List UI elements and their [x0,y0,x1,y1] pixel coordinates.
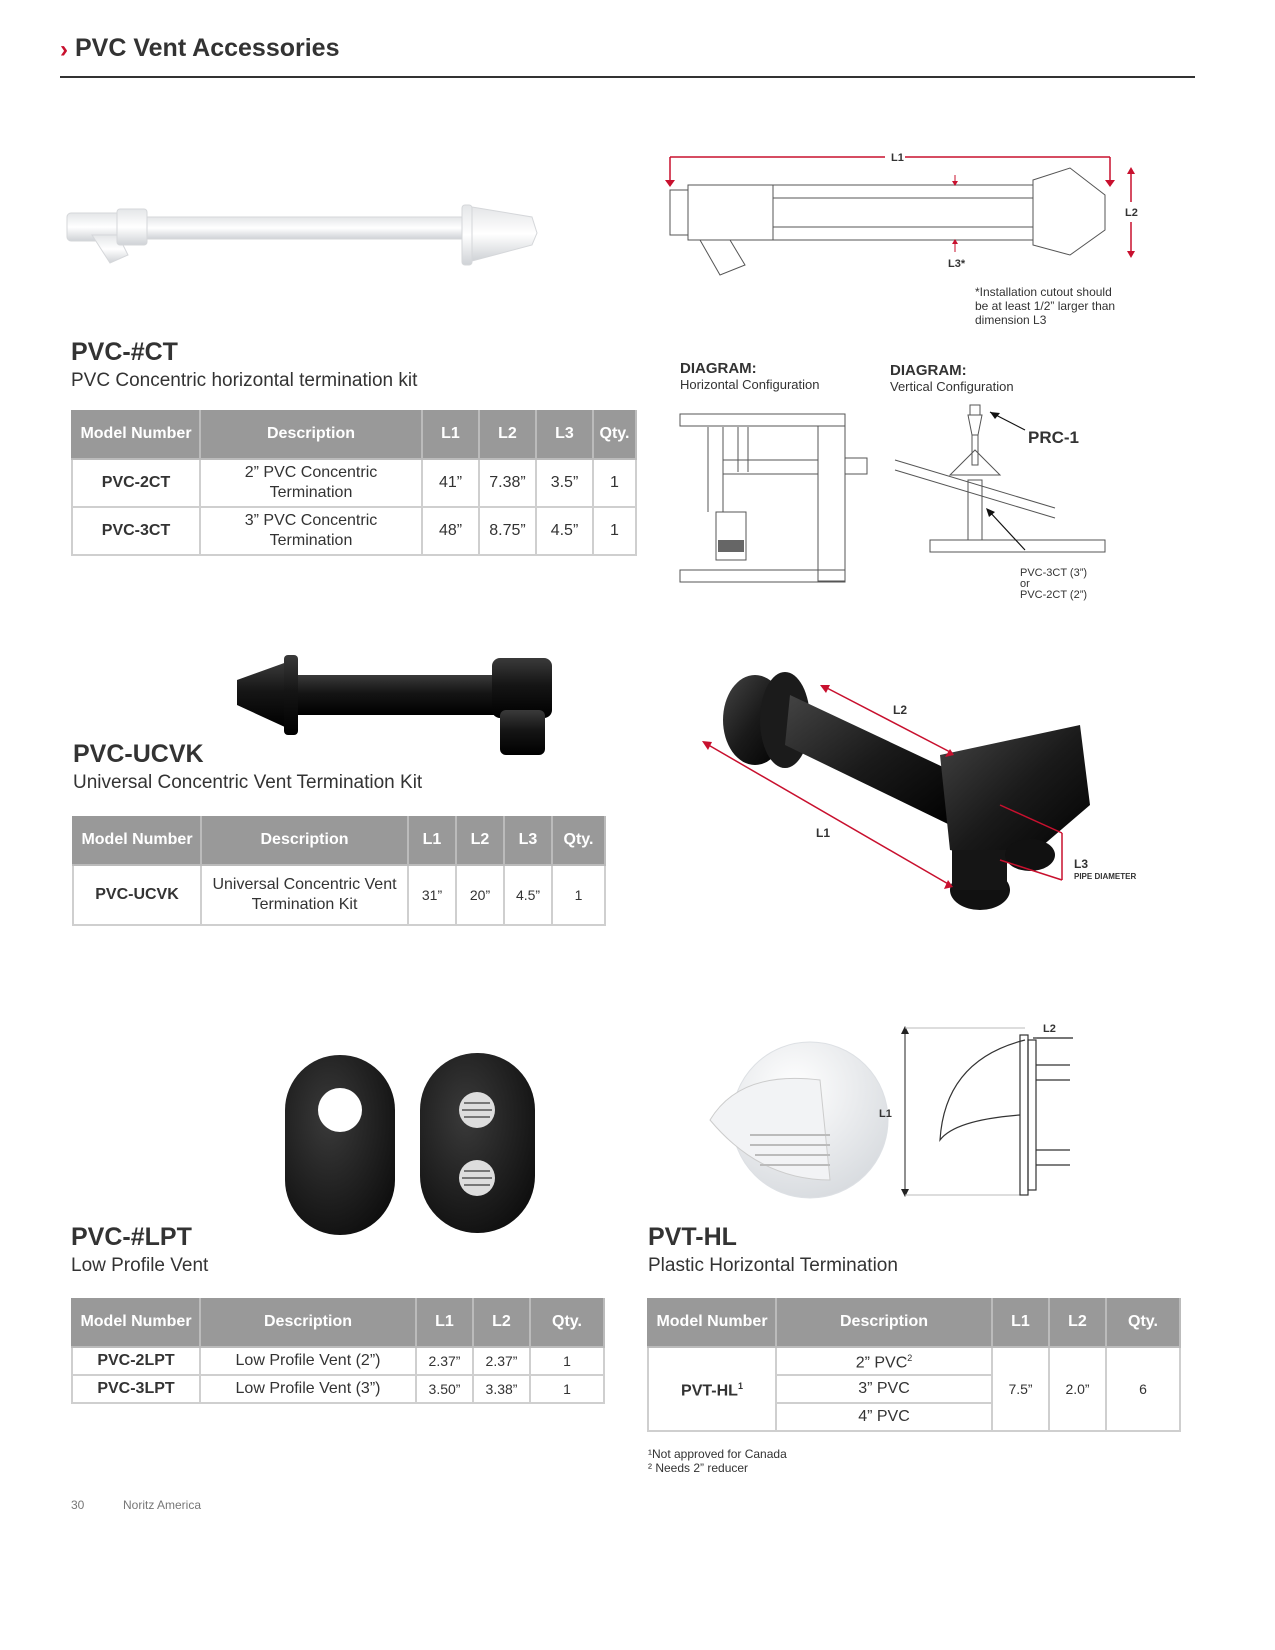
diagram-title: DIAGRAM: [680,360,757,377]
column-header: Model Number [648,1298,776,1347]
diagram-caption: Vertical Configuration [890,379,1014,394]
description-cell: Low Profile Vent (2”) [200,1347,416,1375]
diagram-title: DIAGRAM: [890,362,967,379]
column-header: L2 [1049,1298,1106,1347]
pvc-ucvk-photo [232,650,562,760]
l2-cell: 20” [456,865,504,925]
prc-1-label: PRC-1 [1028,428,1080,447]
note-line: dimension L3 [975,313,1047,327]
l2-cell: 3.38” [473,1375,530,1403]
l1-cell: 3.50” [416,1375,473,1403]
horizontal-config-diagram [678,412,878,584]
l3-cell: 4.5” [536,507,593,555]
column-header: L2 [473,1298,530,1347]
spec-table-lpt [71,1298,605,1404]
table-row [648,1347,1180,1375]
column-header: L1 [992,1298,1049,1347]
ucvk-l3-label: L3 [1074,857,1089,871]
table-header-row [73,816,605,865]
pipe-label-line: PVC-3CT (3”) [1020,567,1088,579]
installation-note [975,285,1175,327]
ucvk-l1-label: L1 [816,826,831,840]
column-header: L1 [408,816,456,865]
product-title-ct: PVC-#CT [71,338,178,366]
chevron-right-icon: › [60,36,68,63]
table-row [72,459,636,507]
table-row [72,507,636,555]
qty-cell: 1 [530,1347,604,1375]
page-header [60,34,1195,78]
pvt-hl-dimension-diagram [895,1020,1085,1200]
l2-cell: 7.38” [479,459,536,507]
model-cell: PVC-3LPT [72,1375,200,1403]
footer-brand: Noritz America [123,1498,202,1512]
column-header: L2 [479,410,536,459]
model-cell: PVC-2CT [72,459,200,507]
column-header: Qty. [593,410,636,459]
model-cell [648,1347,776,1431]
pvt-hl-l1-label: L1 [879,1108,892,1120]
product-subtitle-ucvk: Universal Concentric Vent Termination Kit [73,772,423,793]
footnote-marker: 1 [737,1381,743,1392]
model-cell: PVC-3CT [72,507,200,555]
diagram-caption: Horizontal Configuration [680,377,820,392]
column-header: Description [776,1298,992,1347]
qty-cell: 1 [593,507,636,555]
pipe-label-line: PVC-2CT (2”) [1020,589,1088,601]
spec-table-ucvk [72,816,606,926]
note-line: be at least 1/2” larger than [975,299,1116,313]
table-row [72,1347,604,1375]
page-title: PVC Vent Accessories [75,34,340,62]
description-line: Termination Kit [251,896,358,913]
product-title-ucvk: PVC-UCVK [73,740,204,768]
footnote-marker: 2 [907,1353,913,1364]
product-title-lpt: PVC-#LPT [71,1223,192,1251]
product-title-pvthl: PVT-HL [648,1223,737,1251]
dimension-l2-label: L2 [1125,207,1138,219]
description-cell [201,865,408,925]
qty-cell: 1 [552,865,605,925]
column-header: L1 [416,1298,473,1347]
pipe-label [1020,568,1087,601]
column-header: Description [200,410,422,459]
column-header: Qty. [1106,1298,1180,1347]
table-row [72,1375,604,1403]
column-header: Description [200,1298,416,1347]
description-cell [200,459,422,507]
l1-cell: 2.37” [416,1347,473,1375]
column-header: L2 [456,816,504,865]
description-line: Termination [269,484,353,501]
description-cell [776,1347,992,1375]
column-header: Description [201,816,408,865]
ucvk-pipe-diameter-label: PIPE DIAMETER [1074,872,1137,881]
dimension-l3-label: L3* [948,258,966,270]
model-cell: PVC-UCVK [73,865,201,925]
description-line: Termination [269,532,353,549]
page-number: 30 [71,1498,85,1512]
l3-cell: 4.5” [504,865,552,925]
column-header: L3 [536,410,593,459]
product-subtitle-ct: PVC Concentric horizontal termination kit [71,370,418,391]
description-cell [200,507,422,555]
model-cell: PVC-2LPT [72,1347,200,1375]
l1-cell: 31” [408,865,456,925]
l2-cell: 2.0” [1049,1347,1106,1431]
note-line: *Installation cutout should [975,285,1112,299]
description-cell: 3” PVC [776,1375,992,1403]
table-row [73,865,605,925]
l2-cell: 2.37” [473,1347,530,1375]
dimension-l1-label: L1 [891,152,904,164]
diagram-vertical-label [890,362,1014,394]
model-name: PVT-HL [681,1382,738,1400]
column-header: Model Number [72,410,200,459]
pvt-hl-l2-label: L2 [1043,1023,1056,1035]
l2-cell: 8.75” [479,507,536,555]
description-text: 2” PVC [855,1354,908,1372]
diagram-horizontal-label [680,360,819,392]
description-cell: Low Profile Vent (3”) [200,1375,416,1403]
pvc-lpt-photo [280,1050,540,1240]
description-line: 3” PVC Concentric [244,512,378,529]
l1-cell: 48” [422,507,479,555]
l1-cell: 7.5” [992,1347,1049,1431]
table-header-row [72,1298,604,1347]
qty-cell: 1 [593,459,636,507]
pvt-hl-photo [700,1030,900,1200]
product-subtitle-lpt: Low Profile Vent [71,1255,209,1276]
column-header: Qty. [552,816,605,865]
l3-cell: 3.5” [536,459,593,507]
qty-cell: 1 [530,1375,604,1403]
product-subtitle-pvthl: Plastic Horizontal Termination [648,1255,898,1276]
column-header: Model Number [72,1298,200,1347]
spec-table-ct [71,410,637,556]
footnotes [648,1447,787,1475]
qty-cell: 6 [1106,1347,1180,1431]
pvc-ct-photo [62,185,562,285]
spec-table-pvthl [647,1298,1181,1432]
column-header: Model Number [73,816,201,865]
footnote-1: ¹Not approved for Canada [648,1447,787,1461]
footnote-2: ² Needs 2” reducer [648,1461,749,1475]
pipe-label-or: or [1020,578,1030,590]
table-header-row [72,410,636,459]
column-header: L1 [422,410,479,459]
column-header: Qty. [530,1298,604,1347]
table-header-row [648,1298,1180,1347]
description-line: Universal Concentric Vent [212,876,397,893]
description-cell: 4” PVC [776,1403,992,1431]
description-line: 2” PVC Concentric [244,464,378,481]
column-header: L3 [504,816,552,865]
ucvk-l2-label: L2 [893,703,908,717]
l1-cell: 41” [422,459,479,507]
vertical-config-diagram [890,400,1120,560]
